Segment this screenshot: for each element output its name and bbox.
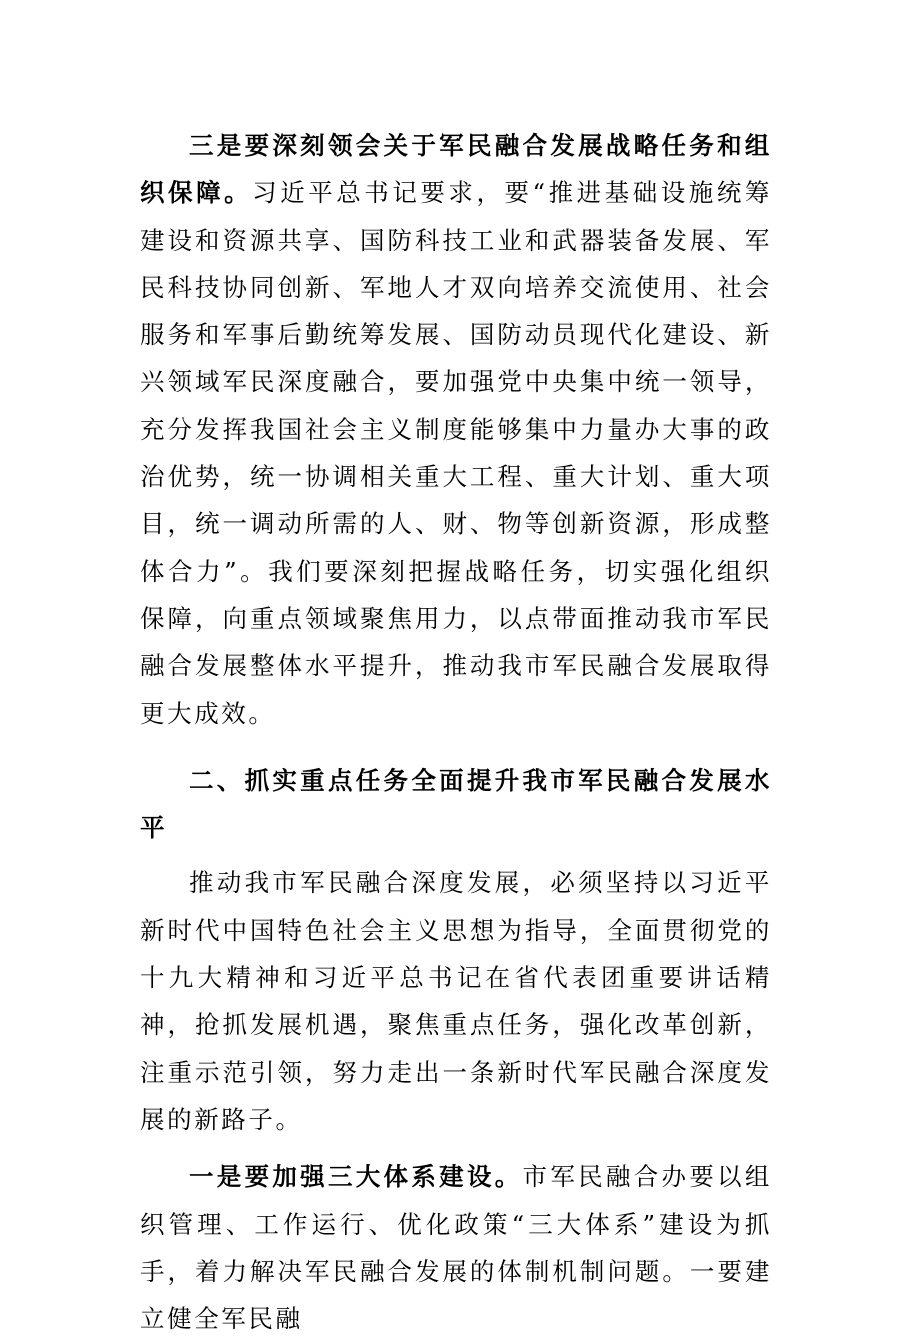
paragraph-three-systems [140, 1153, 772, 1342]
paragraph-lead-bold: 三是要深刻领会关于军民融合发展战略任务和组织保障。 [140, 131, 772, 208]
paragraph-spacer [140, 1143, 772, 1153]
paragraph-lead-bold: 一是要加强三大体系建设。 [189, 1162, 523, 1192]
paragraph-organizational-guarantee [140, 122, 772, 737]
section-heading: 二、抓实重点任务全面提升我市军民融合发展水平 [140, 765, 772, 843]
paragraph-guiding-thought: 推动我市军民融合深度发展，必须坚持以习近平新时代中国特色社会主义思想为指导，全面贯彻党的十九大精神和习近平总书记在省代表团重要讲话精神，抢抓发展机遇，聚焦重点任务，强化改革创新，注重示范引领，努力走出一条新时代军民融合深度发展的新路子。 [140, 868, 772, 1134]
document-body [140, 122, 772, 1342]
paragraph-spacer [140, 737, 772, 747]
paragraph-text: 习近平总书记要求，要“推进基础设施统筹建设和资源共享、国防科技工业和武器装备发展、军民科技协同创新、军地人才双向培养交流使用、社会服务和军事后勤统筹发展、国防动员现代化建设、新兴领域军民深度融合，要加强党中央集中统一领导，充分发挥我国社会主义制度能够集中力量办大事的政治优势，统一协调相关重大工程、重大计划、重大项目，统一调动所需的人、财、物等创新资源，形成整体合力”。我们要深刻把握战略任务，切实强化组织保障，向重点领域聚焦用力，以点带面推动我市军民融合发展整体水平提升，推动我市军民融合发展取得更大成效。 [140, 178, 772, 728]
paragraph-text: 市军民融合办要以组织管理、工作运行、优化政策“三大体系”建设为抓手，着力解决军民融合发展的体制机制问题。一要建立健全军民融 [140, 1162, 773, 1334]
